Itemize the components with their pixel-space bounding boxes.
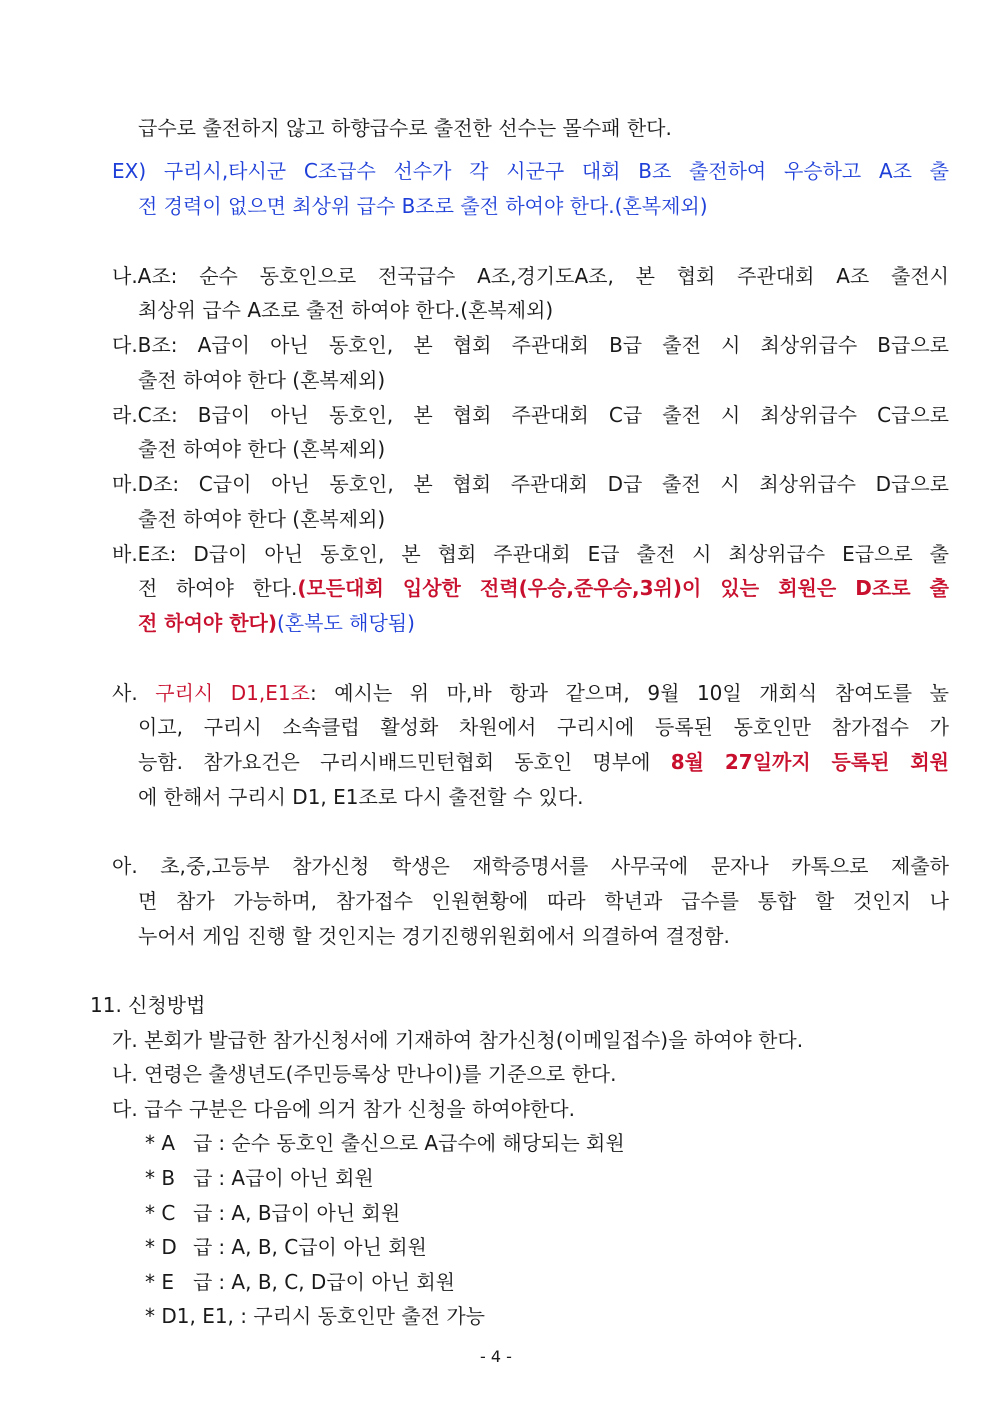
item-ba-line [138, 574, 949, 602]
list-item: 가. 본회가 발급한 참가신청서에 기재하여 참가신청(이메일접수)을 하여야 한다. [112, 1028, 804, 1052]
grade-row [145, 1129, 625, 1157]
item-ra-line: 라.C조: B급이 아닌 동호인, 본 협회 주관대회 C급 출전 시 최상위급수 C급으로 [112, 403, 949, 427]
grade-unit: 급 [193, 1131, 213, 1155]
item-a-line: 누어서 게임 진행 할 것인지는 경기진행위원회에서 의결하여 결정함. [138, 924, 730, 948]
grade-desc: : A, B급이 아닌 회원 [218, 1201, 401, 1225]
example-line: EX) 구리시,타시군 C조급수 선수가 각 시군구 대회 B조 출전하여 우승하고 A조 출 [112, 159, 949, 183]
item-sa-line [138, 748, 949, 776]
ba-highlight: 전 하여야 한다) [138, 611, 277, 635]
item-sa-line: 이고, 구리시 소속클럽 활성화 차원에서 구리시에 등록된 동호인만 참가접수 가 [138, 715, 949, 739]
grade-label: * C [145, 1201, 176, 1225]
list-item: 나. 연령은 출생년도(주민등록상 만나이)를 기준으로 한다. [112, 1062, 617, 1086]
item-da-line: 출전 하여야 한다 (혼복제외) [138, 368, 386, 392]
grade-unit: 급 [193, 1201, 213, 1225]
item-sa-line [112, 679, 949, 707]
section-title: 11. 신청방법 [90, 993, 206, 1017]
item-da-line: 다.B조: A급이 아닌 동호인, 본 협회 주관대회 B급 출전 시 최상위급수 B급으로 [112, 333, 949, 357]
grade-desc: : A, B, C, D급이 아닌 회원 [218, 1270, 455, 1294]
grade-unit: 급 [193, 1270, 213, 1294]
paragraph-line: 급수로 출전하지 않고 하향급수로 출전한 선수는 몰수패 한다. [138, 116, 672, 140]
item-ra-line: 출전 하여야 한다 (혼복제외) [138, 437, 386, 461]
grade-unit: 급 [193, 1166, 213, 1190]
grade-desc: : A, B, C급이 아닌 회원 [218, 1235, 427, 1259]
page-number: - 4 - [480, 1347, 512, 1366]
sa-text: 능함. 참가요건은 구리시배드민턴협회 동호인 명부에 [138, 750, 671, 774]
item-na-line: 최상위 급수 A조로 출전 하여야 한다.(혼복제외) [138, 298, 554, 322]
grade-desc: : A급이 아닌 회원 [218, 1166, 374, 1190]
list-item: 다. 급수 구분은 다음에 의거 참가 신청을 하여야한다. [112, 1097, 575, 1121]
grade-row [145, 1233, 427, 1261]
grade-row [145, 1164, 374, 1192]
item-na-line: 나.A조: 순수 동호인으로 전국급수 A조,경기도A조, 본 협회 주관대회 A조 출전시 [112, 264, 949, 288]
item-sa-line: 에 한해서 구리시 D1, E1조로 다시 출전할 수 있다. [138, 785, 584, 809]
ba-highlight: (모든대회 입상한 전력(우승,준우승,3위)이 있는 회원은 D조로 출 [297, 576, 949, 600]
sa-text: : 예시는 위 마,바 항과 같으며, 9월 10일 개회식 참여도를 높 [309, 681, 949, 705]
item-a-line: 면 참가 가능하며, 참가접수 인원현황에 따라 학년과 급수를 통합 할 것인지 나 [138, 889, 949, 913]
grade-label: * E [145, 1270, 174, 1294]
grade-row: * D1, E1, : 구리시 동호인만 출전 가능 [145, 1304, 485, 1328]
sa-deadline: 8월 27일까지 등록된 회원 [670, 750, 949, 774]
grade-label: * D [145, 1235, 177, 1259]
example-line: 전 경력이 없으면 최상위 급수 B조로 출전 하여야 한다.(혼복제외) [138, 194, 708, 218]
grade-unit: 급 [193, 1235, 213, 1259]
grade-label: * A [145, 1131, 176, 1155]
sa-prefix: 사. [112, 681, 156, 705]
sa-highlight: 구리시 D1,E1조 [155, 681, 310, 705]
ba-text: 전 하여야 한다. [138, 576, 298, 600]
grade-desc: : 순수 동호인 출신으로 A급수에 해당되는 회원 [218, 1131, 625, 1155]
item-ma-line: 마.D조: C급이 아닌 동호인, 본 협회 주관대회 D급 출전 시 최상위급수 D급으로 [112, 472, 949, 496]
grade-row [145, 1268, 455, 1296]
item-ba-line: 바.E조: D급이 아닌 동호인, 본 협회 주관대회 E급 출전 시 최상위급수 E급으로 출 [112, 542, 949, 566]
item-ba-line [138, 609, 415, 637]
grade-label: * B [145, 1166, 176, 1190]
ba-note: (혼복도 해당됨) [277, 611, 415, 635]
grade-row [145, 1199, 400, 1227]
item-ma-line: 출전 하여야 한다 (혼복제외) [138, 507, 386, 531]
item-a-line: 아. 초,중,고등부 참가신청 학생은 재학증명서를 사무국에 문자나 카톡으로 제출하 [112, 854, 949, 878]
